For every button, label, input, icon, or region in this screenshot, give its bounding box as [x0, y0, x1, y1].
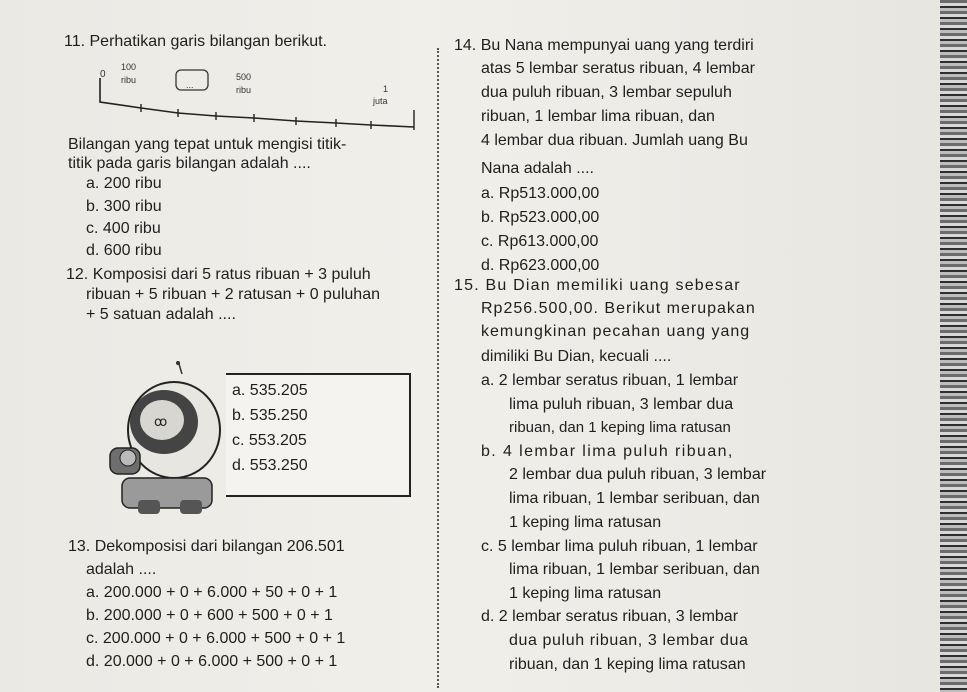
- q13-option-b: b. 200.000 + 0 + 600 + 500 + 0 + 1: [86, 607, 333, 624]
- q15-option-d-line-3: ribuan, dan 1 keping lima ratusan: [509, 656, 746, 673]
- q15-stem-4: dimiliki Bu Dian, kecuali ....: [481, 348, 672, 365]
- q14-stem-4: ribuan, 1 lembar lima ribuan, dan: [481, 108, 715, 125]
- nl-blank-dots: ...: [186, 80, 194, 90]
- q15-option-b-line-4: 1 keping lima ratusan: [509, 514, 662, 531]
- q15-option-b-line-1: b. 4 lembar lima puluh ribuan,: [481, 443, 734, 460]
- q15-option-c-line-1: c. 5 lembar lima puluh ribuan, 1 lembar: [481, 538, 758, 555]
- q15-option-a-line-1: a. 2 lembar seratus ribuan, 1 lembar: [481, 372, 739, 389]
- q14-option-d: d. Rp623.000,00: [481, 257, 600, 274]
- q14-stem-3: dua puluh ribuan, 3 lembar sepuluh: [481, 84, 732, 101]
- nl-label-1-unit: juta: [373, 96, 388, 106]
- q14-stem-6: Nana adalah ....: [481, 160, 594, 177]
- number-line: [96, 60, 426, 130]
- q13-option-d: d. 20.000 + 0 + 6.000 + 500 + 0 + 1: [86, 653, 338, 670]
- q15-option-d-line-1: d. 2 lembar seratus ribuan, 3 lembar: [481, 608, 739, 625]
- q12-stem-2: ribuan + 5 ribuan + 2 ratusan + 0 puluhan: [86, 286, 380, 303]
- q15-option-c-line-2: lima ribuan, 1 lembar seribuan, dan: [509, 561, 760, 578]
- nl-label-100-unit: ribu: [121, 75, 137, 85]
- q11-stem-1: Bilangan yang tepat untuk mengisi titik-: [68, 136, 347, 153]
- q14-stem-2: atas 5 lembar seratus ribuan, 4 lembar: [481, 60, 755, 77]
- q14-option-a: a. Rp513.000,00: [481, 185, 600, 202]
- q15-option-b-line-3: lima ribuan, 1 lembar seribuan, dan: [509, 490, 760, 507]
- page-edge-shadow: [940, 0, 967, 692]
- q11-option-c: c. 400 ribu: [86, 220, 161, 237]
- q15-option-c-line-3: 1 keping lima ratusan: [509, 585, 662, 602]
- nl-label-500: 500: [236, 72, 252, 82]
- nl-label-500-unit: ribu: [236, 85, 252, 95]
- q15-stem-3: kemungkinan pecahan uang yang: [481, 323, 751, 340]
- q13-stem-2: adalah ....: [86, 561, 157, 578]
- q11-stem-2: titik pada garis bilangan adalah ....: [68, 155, 311, 172]
- q14-option-b: b. Rp523.000,00: [481, 209, 600, 226]
- q12-stem-1: 12. Komposisi dari 5 ratus ribuan + 3 puluh: [66, 266, 371, 283]
- q12-option-a: a. 535.205: [232, 382, 308, 399]
- q15-option-b-line-2: 2 lembar dua puluh ribuan, 3 lembar: [509, 466, 767, 483]
- q14-option-c: c. Rp613.000,00: [481, 233, 599, 250]
- q12-option-b: b. 535.250: [232, 407, 308, 424]
- q11-option-b: b. 300 ribu: [86, 198, 162, 215]
- q13-stem-1: 13. Dekomposisi dari bilangan 206.501: [68, 538, 345, 555]
- q12-option-d: d. 553.250: [232, 457, 308, 474]
- nl-label-1: 1: [383, 84, 389, 94]
- q15-option-a-line-3: ribuan, dan 1 keping lima ratusan: [509, 419, 731, 436]
- svg-text:ꝏ: ꝏ: [154, 415, 168, 430]
- q13-option-a: a. 200.000 + 0 + 6.000 + 50 + 0 + 1: [86, 584, 338, 601]
- q13-option-c: c. 200.000 + 0 + 6.000 + 500 + 0 + 1: [86, 630, 346, 647]
- q11-title: 11. Perhatikan garis bilangan berikut.: [64, 33, 327, 50]
- q14-stem-1: 14. Bu Nana mempunyai uang yang terdiri: [454, 37, 754, 54]
- q14-stem-5: 4 lembar dua ribuan. Jumlah uang Bu: [481, 132, 748, 149]
- q12-stem-3: + 5 satuan adalah ....: [86, 306, 236, 323]
- astronaut-illustration: [104, 360, 234, 520]
- q11-option-d: d. 600 ribu: [86, 242, 162, 259]
- q15-option-a-line-2: lima puluh ribuan, 3 lembar dua: [509, 396, 734, 413]
- column-divider: [437, 48, 439, 688]
- q15-stem-2: Rp256.500,00. Berikut merupakan: [481, 300, 756, 317]
- q12-option-c: c. 553.205: [232, 432, 307, 449]
- q15-option-d-line-2: dua puluh ribuan, 3 lembar dua: [509, 632, 749, 649]
- q11-option-a: a. 200 ribu: [86, 175, 162, 192]
- q15-stem-1: 15. Bu Dian memiliki uang sebesar: [454, 277, 741, 294]
- nl-label-0: 0: [100, 69, 106, 80]
- number-line-blank-box: [176, 70, 208, 90]
- nl-label-100: 100: [121, 62, 137, 72]
